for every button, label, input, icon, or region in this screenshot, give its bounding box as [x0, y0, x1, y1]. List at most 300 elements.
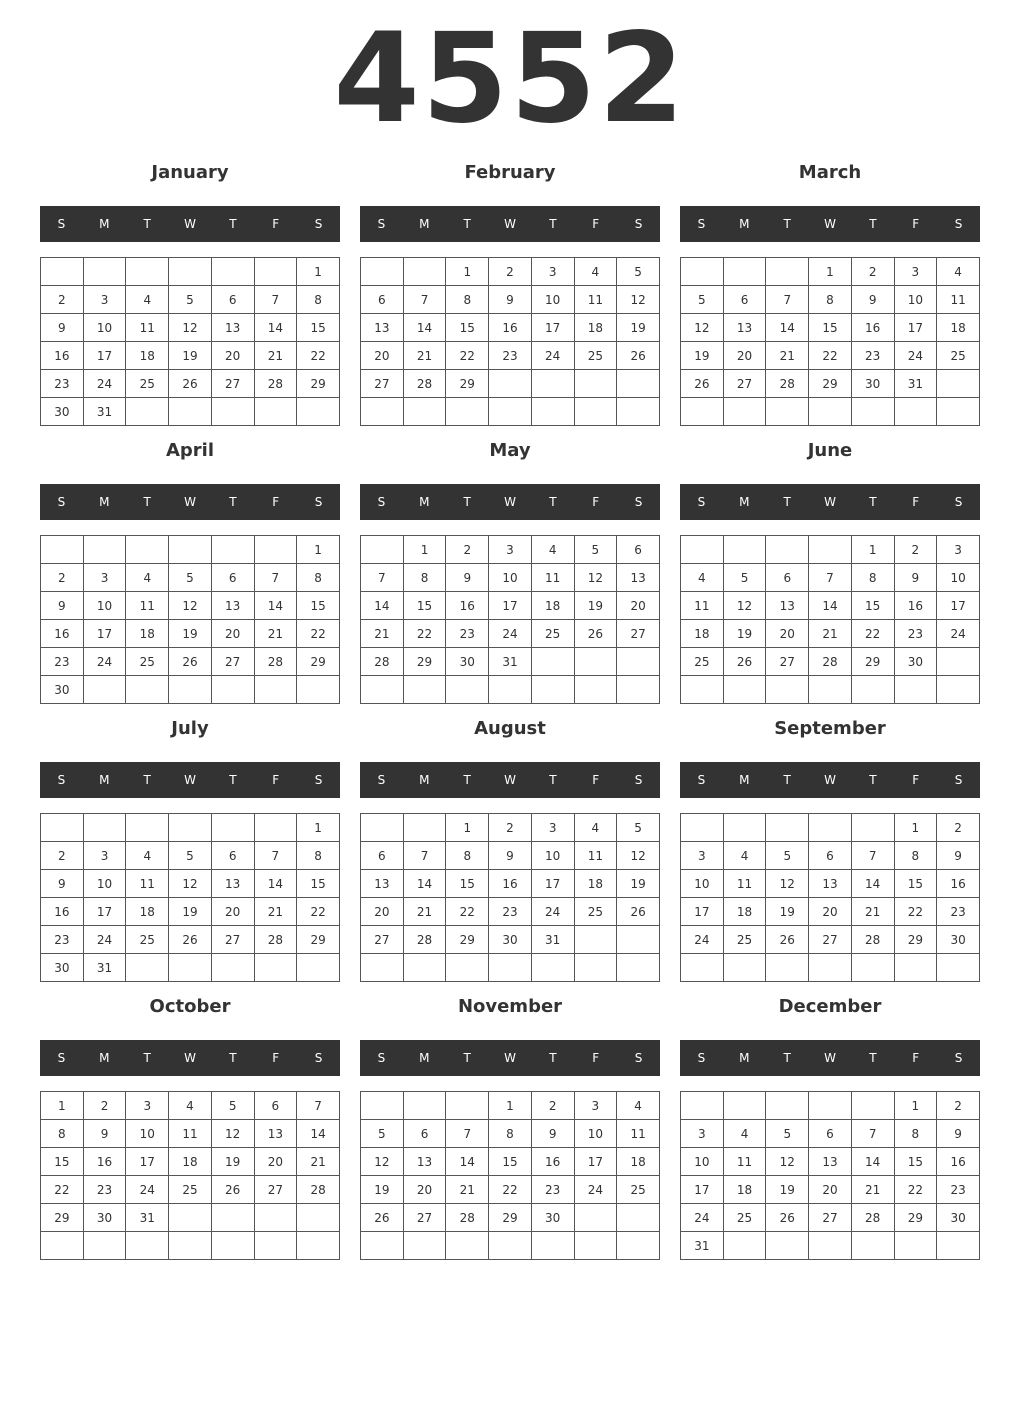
day-cell: 2	[41, 842, 84, 870]
empty-day-cell	[169, 398, 212, 426]
day-cell: 9	[894, 564, 937, 592]
weekday-label: M	[739, 495, 750, 509]
empty-day-cell	[617, 676, 660, 704]
day-cell: 7	[297, 1092, 340, 1120]
empty-day-cell	[126, 258, 169, 286]
day-cell: 26	[169, 370, 212, 398]
weekday-label: S	[57, 1051, 66, 1065]
day-cell: 16	[489, 870, 532, 898]
empty-day-cell	[297, 1204, 340, 1232]
empty-day-cell	[723, 676, 766, 704]
weekday-label: T	[549, 1051, 557, 1065]
day-cell: 26	[723, 648, 766, 676]
empty-day-cell	[574, 398, 617, 426]
weekday-label: S	[954, 1051, 963, 1065]
empty-day-cell	[83, 536, 126, 564]
week-row	[361, 814, 660, 842]
day-cell: 27	[766, 648, 809, 676]
day-cell: 13	[723, 314, 766, 342]
week-row	[681, 342, 980, 370]
day-cell: 26	[574, 620, 617, 648]
weekday-label: T	[783, 773, 791, 787]
weekday-label: T	[463, 1051, 471, 1065]
day-cell: 4	[169, 1092, 212, 1120]
day-cell: 18	[723, 898, 766, 926]
day-cell: 5	[766, 842, 809, 870]
empty-day-cell	[403, 814, 446, 842]
empty-day-cell	[809, 676, 852, 704]
day-cell: 29	[894, 1204, 937, 1232]
weekday-label: S	[634, 495, 643, 509]
day-cell: 11	[169, 1120, 212, 1148]
day-cell: 27	[723, 370, 766, 398]
day-cell: 15	[403, 592, 446, 620]
day-cell: 8	[809, 286, 852, 314]
day-cell: 15	[297, 870, 340, 898]
empty-day-cell	[446, 398, 489, 426]
empty-day-cell	[489, 954, 532, 982]
empty-day-cell	[211, 814, 254, 842]
day-cell: 6	[211, 842, 254, 870]
day-cell: 13	[617, 564, 660, 592]
day-cell: 15	[809, 314, 852, 342]
day-cell: 9	[446, 564, 489, 592]
day-cell: 25	[574, 898, 617, 926]
day-cell: 31	[83, 398, 126, 426]
weekday-label: T	[869, 1051, 877, 1065]
empty-day-cell	[169, 954, 212, 982]
day-cell: 8	[894, 842, 937, 870]
day-cell: 13	[361, 870, 404, 898]
month-september	[680, 714, 980, 984]
day-cell: 30	[851, 370, 894, 398]
day-cell: 4	[574, 814, 617, 842]
day-grid	[40, 813, 340, 982]
day-cell: 17	[126, 1148, 169, 1176]
empty-day-cell	[681, 258, 724, 286]
day-cell: 15	[446, 870, 489, 898]
empty-day-cell	[723, 536, 766, 564]
day-cell: 1	[809, 258, 852, 286]
week-row	[681, 1204, 980, 1232]
day-cell: 23	[489, 898, 532, 926]
day-cell: 15	[446, 314, 489, 342]
month-april	[40, 436, 340, 706]
day-cell: 6	[809, 842, 852, 870]
day-cell: 12	[617, 842, 660, 870]
day-cell: 4	[723, 842, 766, 870]
day-cell: 5	[681, 286, 724, 314]
weekday-label: W	[184, 1051, 196, 1065]
empty-day-cell	[851, 814, 894, 842]
empty-day-cell	[254, 258, 297, 286]
day-cell: 4	[681, 564, 724, 592]
week-row	[41, 370, 340, 398]
week-row	[361, 1204, 660, 1232]
month-february	[360, 158, 660, 428]
day-cell: 21	[809, 620, 852, 648]
day-cell: 9	[489, 286, 532, 314]
weekday-label: T	[143, 773, 151, 787]
weekday-label: F	[912, 217, 920, 231]
empty-day-cell	[254, 814, 297, 842]
day-cell: 13	[211, 870, 254, 898]
weekday-header	[360, 484, 660, 520]
week-row	[681, 370, 980, 398]
week-row	[41, 1204, 340, 1232]
empty-day-cell	[169, 1232, 212, 1260]
day-cell: 2	[446, 536, 489, 564]
empty-day-cell	[211, 954, 254, 982]
day-cell: 21	[403, 342, 446, 370]
weekday-label: M	[99, 773, 110, 787]
day-cell: 17	[681, 1176, 724, 1204]
day-cell: 28	[446, 1204, 489, 1232]
empty-day-cell	[809, 1092, 852, 1120]
empty-day-cell	[574, 676, 617, 704]
day-cell: 18	[531, 592, 574, 620]
empty-day-cell	[361, 536, 404, 564]
empty-day-cell	[403, 398, 446, 426]
day-cell: 1	[489, 1092, 532, 1120]
empty-day-cell	[723, 1092, 766, 1120]
month-name: November	[457, 996, 563, 1017]
day-cell: 10	[937, 564, 980, 592]
empty-day-cell	[617, 398, 660, 426]
day-cell: 5	[766, 1120, 809, 1148]
week-row	[41, 620, 340, 648]
empty-day-cell	[574, 1232, 617, 1260]
day-cell: 5	[574, 536, 617, 564]
day-cell: 23	[41, 926, 84, 954]
day-cell: 11	[574, 842, 617, 870]
empty-day-cell	[617, 370, 660, 398]
day-cell: 10	[489, 564, 532, 592]
empty-day-cell	[723, 398, 766, 426]
weekday-label: T	[869, 495, 877, 509]
day-cell: 29	[894, 926, 937, 954]
day-cell: 9	[41, 870, 84, 898]
weekday-label: F	[912, 773, 920, 787]
day-cell: 1	[446, 258, 489, 286]
empty-day-cell	[211, 536, 254, 564]
day-cell: 29	[297, 648, 340, 676]
day-cell: 12	[169, 592, 212, 620]
month-name: May	[489, 440, 531, 461]
day-cell: 2	[83, 1092, 126, 1120]
empty-day-cell	[126, 814, 169, 842]
day-cell: 27	[809, 926, 852, 954]
day-cell: 19	[617, 314, 660, 342]
week-row	[681, 258, 980, 286]
empty-day-cell	[83, 1232, 126, 1260]
empty-day-cell	[531, 370, 574, 398]
empty-day-cell	[403, 1092, 446, 1120]
empty-day-cell	[361, 954, 404, 982]
day-cell: 10	[681, 870, 724, 898]
day-cell: 15	[489, 1148, 532, 1176]
day-cell: 24	[83, 926, 126, 954]
weekday-label: F	[272, 1051, 280, 1065]
day-cell: 20	[211, 342, 254, 370]
day-cell: 27	[617, 620, 660, 648]
empty-day-cell	[361, 1092, 404, 1120]
empty-day-cell	[489, 676, 532, 704]
day-cell: 11	[126, 314, 169, 342]
day-grid	[40, 535, 340, 704]
empty-day-cell	[681, 1092, 724, 1120]
empty-day-cell	[809, 954, 852, 982]
day-grid	[680, 1091, 980, 1260]
empty-day-cell	[403, 258, 446, 286]
weekday-label: T	[229, 1051, 237, 1065]
day-cell: 3	[894, 258, 937, 286]
day-cell: 20	[809, 898, 852, 926]
day-cell: 14	[851, 1148, 894, 1176]
day-cell: 29	[851, 648, 894, 676]
day-cell: 21	[851, 898, 894, 926]
empty-day-cell	[126, 954, 169, 982]
day-cell: 30	[489, 926, 532, 954]
day-cell: 9	[83, 1120, 126, 1148]
day-cell: 1	[297, 258, 340, 286]
weekday-label: T	[463, 217, 471, 231]
day-cell: 12	[574, 564, 617, 592]
day-cell: 18	[937, 314, 980, 342]
day-cell: 21	[446, 1176, 489, 1204]
day-cell: 11	[574, 286, 617, 314]
day-cell: 24	[83, 370, 126, 398]
month-name: July	[171, 718, 209, 739]
weekday-label: W	[504, 773, 516, 787]
empty-day-cell	[894, 1232, 937, 1260]
week-row	[41, 258, 340, 286]
day-cell: 5	[723, 564, 766, 592]
week-row	[41, 842, 340, 870]
empty-day-cell	[766, 258, 809, 286]
day-cell: 26	[766, 1204, 809, 1232]
weekday-header	[680, 762, 980, 798]
weekday-label: T	[869, 217, 877, 231]
day-cell: 8	[446, 286, 489, 314]
week-row	[361, 954, 660, 982]
day-cell: 16	[83, 1148, 126, 1176]
day-cell: 13	[254, 1120, 297, 1148]
week-row	[361, 564, 660, 592]
week-row	[361, 842, 660, 870]
weekday-label: F	[592, 217, 600, 231]
day-cell: 10	[126, 1120, 169, 1148]
day-cell: 29	[446, 370, 489, 398]
weekday-header	[360, 206, 660, 242]
day-cell: 15	[894, 1148, 937, 1176]
day-cell: 20	[361, 898, 404, 926]
day-cell: 21	[403, 898, 446, 926]
empty-day-cell	[489, 370, 532, 398]
month-name: December	[778, 996, 882, 1017]
day-cell: 2	[937, 1092, 980, 1120]
week-row	[681, 564, 980, 592]
day-cell: 5	[617, 814, 660, 842]
day-cell: 9	[937, 1120, 980, 1148]
day-cell: 28	[297, 1176, 340, 1204]
empty-day-cell	[446, 676, 489, 704]
day-cell: 31	[894, 370, 937, 398]
weekday-label: T	[229, 773, 237, 787]
day-cell: 14	[851, 870, 894, 898]
empty-day-cell	[723, 258, 766, 286]
day-cell: 1	[446, 814, 489, 842]
day-cell: 22	[894, 898, 937, 926]
weekday-label: W	[184, 773, 196, 787]
empty-day-cell	[809, 814, 852, 842]
empty-day-cell	[766, 814, 809, 842]
day-cell: 6	[766, 564, 809, 592]
year-title: 4552	[333, 7, 687, 151]
day-grid	[40, 1091, 340, 1260]
day-cell: 24	[937, 620, 980, 648]
day-cell: 13	[361, 314, 404, 342]
day-cell: 14	[446, 1148, 489, 1176]
day-cell: 27	[809, 1204, 852, 1232]
weekday-label: S	[57, 217, 66, 231]
empty-day-cell	[681, 536, 724, 564]
week-row	[681, 1148, 980, 1176]
weekday-label: W	[824, 495, 836, 509]
day-cell: 10	[894, 286, 937, 314]
weekday-label: W	[824, 1051, 836, 1065]
day-cell: 21	[361, 620, 404, 648]
weekday-label: S	[377, 1051, 386, 1065]
day-cell: 14	[254, 870, 297, 898]
week-row	[681, 592, 980, 620]
day-grid	[40, 257, 340, 426]
empty-day-cell	[766, 398, 809, 426]
day-cell: 10	[574, 1120, 617, 1148]
day-cell: 21	[297, 1148, 340, 1176]
day-cell: 17	[83, 898, 126, 926]
day-cell: 14	[254, 314, 297, 342]
week-row	[681, 676, 980, 704]
week-row	[361, 620, 660, 648]
day-cell: 3	[681, 1120, 724, 1148]
day-cell: 25	[574, 342, 617, 370]
day-cell: 7	[254, 286, 297, 314]
day-cell: 25	[169, 1176, 212, 1204]
day-grid	[680, 257, 980, 426]
weekday-label: M	[419, 495, 430, 509]
weekday-label: M	[419, 773, 430, 787]
empty-day-cell	[169, 814, 212, 842]
day-cell: 21	[766, 342, 809, 370]
month-name: August	[474, 718, 546, 739]
day-cell: 12	[169, 314, 212, 342]
empty-day-cell	[446, 1232, 489, 1260]
day-cell: 16	[41, 342, 84, 370]
empty-day-cell	[851, 1232, 894, 1260]
day-cell: 28	[766, 370, 809, 398]
day-cell: 15	[41, 1148, 84, 1176]
day-cell: 14	[809, 592, 852, 620]
day-cell: 12	[617, 286, 660, 314]
empty-day-cell	[937, 676, 980, 704]
day-cell: 25	[126, 370, 169, 398]
day-cell: 22	[809, 342, 852, 370]
week-row	[681, 842, 980, 870]
day-cell: 25	[937, 342, 980, 370]
weekday-label: T	[143, 1051, 151, 1065]
day-cell: 22	[403, 620, 446, 648]
week-row	[41, 1232, 340, 1260]
day-cell: 4	[574, 258, 617, 286]
weekday-header	[40, 484, 340, 520]
weekday-label: T	[463, 495, 471, 509]
day-cell: 9	[937, 842, 980, 870]
day-cell: 12	[169, 870, 212, 898]
day-cell: 14	[403, 870, 446, 898]
day-cell: 22	[41, 1176, 84, 1204]
day-cell: 26	[169, 926, 212, 954]
day-cell: 15	[297, 314, 340, 342]
day-cell: 22	[297, 342, 340, 370]
day-cell: 28	[403, 926, 446, 954]
empty-day-cell	[681, 814, 724, 842]
day-cell: 12	[211, 1120, 254, 1148]
empty-day-cell	[937, 1232, 980, 1260]
day-cell: 14	[254, 592, 297, 620]
week-row	[361, 398, 660, 426]
day-cell: 26	[617, 342, 660, 370]
day-cell: 7	[766, 286, 809, 314]
empty-day-cell	[531, 1232, 574, 1260]
empty-day-cell	[723, 954, 766, 982]
day-cell: 23	[83, 1176, 126, 1204]
day-cell: 5	[169, 286, 212, 314]
day-grid	[360, 257, 660, 426]
day-cell: 10	[83, 314, 126, 342]
week-row	[681, 1120, 980, 1148]
week-row	[681, 398, 980, 426]
day-cell: 20	[403, 1176, 446, 1204]
day-cell: 1	[851, 536, 894, 564]
day-cell: 28	[254, 370, 297, 398]
empty-day-cell	[254, 1232, 297, 1260]
day-cell: 29	[489, 1204, 532, 1232]
day-cell: 6	[361, 286, 404, 314]
day-cell: 25	[723, 926, 766, 954]
empty-day-cell	[681, 676, 724, 704]
day-cell: 19	[169, 342, 212, 370]
day-cell: 6	[361, 842, 404, 870]
day-cell: 26	[361, 1204, 404, 1232]
empty-day-cell	[851, 676, 894, 704]
day-cell: 27	[211, 370, 254, 398]
empty-day-cell	[361, 398, 404, 426]
day-cell: 18	[126, 898, 169, 926]
empty-day-cell	[403, 676, 446, 704]
week-row	[681, 814, 980, 842]
day-cell: 2	[851, 258, 894, 286]
weekday-header	[360, 762, 660, 798]
month-december	[680, 992, 980, 1262]
empty-day-cell	[681, 398, 724, 426]
empty-day-cell	[937, 648, 980, 676]
day-cell: 24	[83, 648, 126, 676]
day-cell: 19	[211, 1148, 254, 1176]
empty-day-cell	[297, 1232, 340, 1260]
day-cell: 23	[937, 898, 980, 926]
weekday-label: M	[419, 217, 430, 231]
